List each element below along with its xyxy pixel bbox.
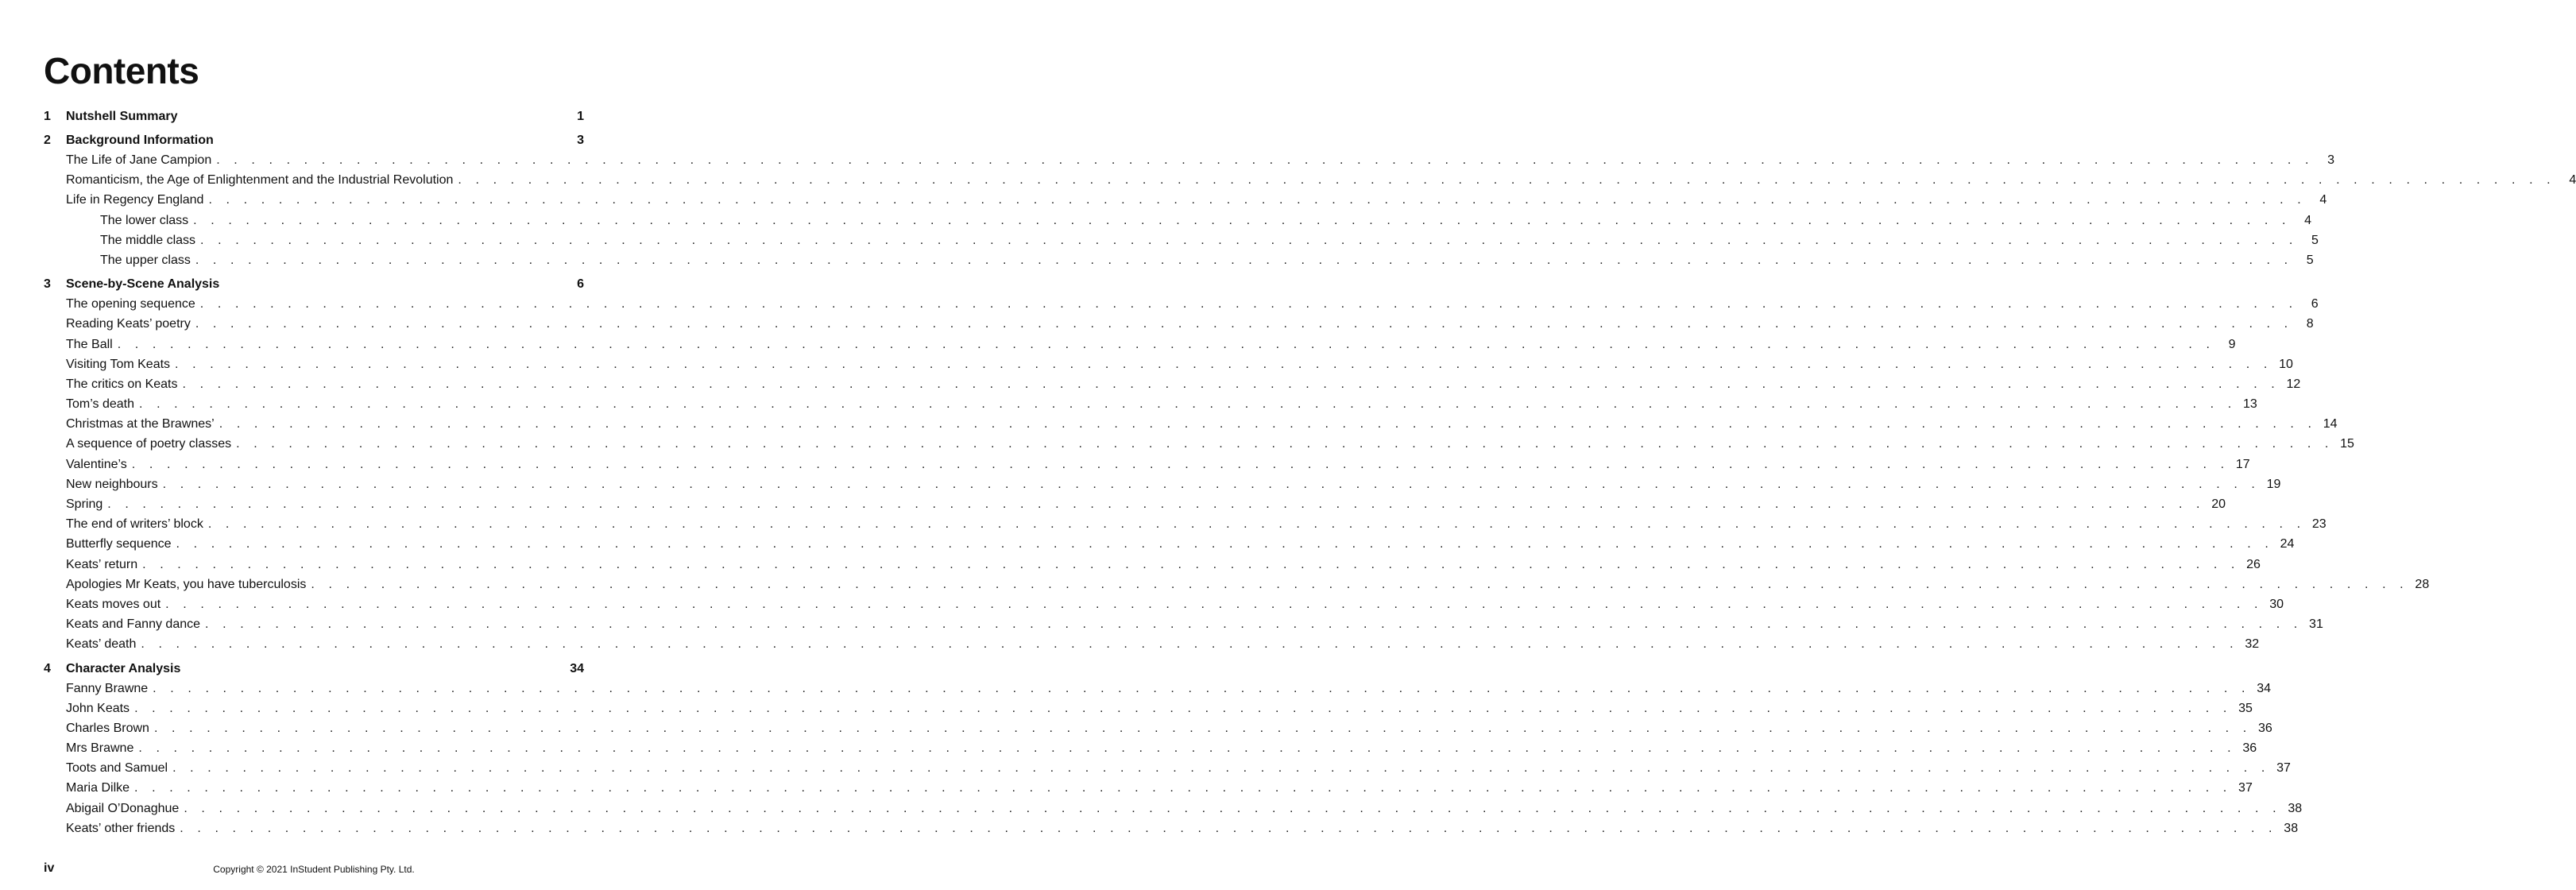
toc-entry-line: [66, 190, 2327, 210]
toc-entry-title: Keats’ return: [66, 555, 141, 575]
toc-entry-line: [100, 211, 2311, 230]
dot-leader: . . . . . . . . . . . . . . . . . . . . . . . . . . . . . . . . . . . . . . . . . . . . . . . . . . . . . . . . . . . . . . . . . . . . . . . . . . . . . . . . . . . . . . . . . . . . . . . . . . . . . . . . . . . . . . . . . . . . . . . .: [138, 397, 2237, 412]
toc-entry-title: The middle class: [100, 230, 199, 250]
toc-entry: [0, 414, 2338, 434]
toc-page-number: 15: [2340, 437, 2354, 451]
toc-page-number: 9: [2228, 337, 2236, 351]
toc-entry: [0, 738, 2257, 758]
toc-entry-title: The lower class: [100, 211, 191, 230]
toc-entry-title: Abigail O’Donaghue: [66, 799, 182, 818]
toc-entry: [0, 474, 2281, 494]
toc-page-number: 28: [2415, 577, 2430, 591]
toc-page-number: 31: [2309, 617, 2323, 632]
toc-entry: [0, 294, 2319, 314]
toc-entry: [0, 335, 2236, 354]
toc-entry-line: [66, 394, 2257, 414]
dot-leader: . . . . . . . . . . . . . . . . . . . . . . . . . . . . . . . . . . . . . . . . . . . . . . . . . . . . . . . . . . . . . . . . . . . . . . . . . . . . . . . . . . . . . . . . . . . . . . . . . . . . . . . . . . . . . . . . . . . . . . . .: [182, 377, 2280, 391]
toc-page-number: 38: [2284, 821, 2299, 835]
toc-entry-title: The critics on Keats: [66, 374, 181, 394]
toc-page-number: 34: [2257, 681, 2271, 695]
toc-entry-line: [66, 130, 584, 150]
toc-entry-line: [66, 614, 2323, 634]
toc-page-number: 4: [2569, 173, 2576, 188]
toc-entry-title: The opening sequence: [66, 294, 199, 314]
toc-page-number: 37: [2276, 761, 2291, 776]
dot-leader: . . . . . . . . . . . . . . . . . . . . . . . . . . . . . . . . . . . . . . . . . . . . . . . . . . . . . . . . . . . . . . . . . . . . . . . . . . . . . . . . . . . . . . . . . . . . . . . . . . . . . . . . . . . . . . . . . . . . . . . .: [134, 781, 2232, 795]
toc-section-number: 1: [44, 110, 51, 123]
toc-entry-title: Charles Brown: [66, 718, 153, 738]
dot-leader: . . . . . . . . . . . . . . . . . . . . . . . . . . . . . . . . . . . . . . . . . . . . . . . . . . . . . . . . . . . . . . . . . . . . . . . . . . . . . . . . . . . . . . . . . . . . . . . . . . . . . . . . . . . . . . . . . . . . . . . .: [176, 537, 2274, 551]
toc-entry-line: [66, 778, 2253, 798]
dot-leader: . . . . . . . . . . . . . . . . . . . . . . . . . . . . . . . . . . . . . . . . . . . . . . . . . . . . . . . . . . . . . . . . . . . . . . . . . . . . . . . . . . . . . . . . . . . . . . . . . . . . . . . . . . . . . . . . . . . . . . . .: [236, 437, 2334, 451]
footer-page-number: iv: [44, 861, 55, 875]
dot-leader: . . . . . . . . . . . . . . . . . . . . . . . . . . . . . . . . . . . . . . . . . . . . . . . . . . . . . . . . . . . . . . . . . . . . . . . . . . . . . . . . . . . . . . . . . . . . . . . . . . . . . . . . . . . . . . . . . . . . . . . .: [142, 557, 2240, 571]
toc-entry-line: [66, 455, 2250, 474]
dot-leader: . . . . . . . . . . . . . . . . . . . . . . . . . . . . . . . . . . . . . . . . . . . . . . . . . . . . . . . . . . . . . . . . . . . . . . . . . . . . . . . . . . . . . . . . . . . . . . . . . . . . . . . . . . . . . . . . . . . . . . . .: [134, 701, 2232, 715]
toc-entry: [0, 494, 2226, 514]
toc-entry-title: Butterfly sequence: [66, 534, 175, 554]
toc-entry: [0, 698, 2253, 718]
toc-entry-line: [66, 659, 584, 679]
toc-page-number: 6: [2311, 297, 2319, 312]
toc-entry-line: [66, 294, 2319, 314]
toc-section-number: 3: [44, 277, 51, 292]
toc-entry-line: [66, 758, 2291, 778]
toc-entry: [0, 555, 2261, 575]
toc-entry: [0, 614, 2323, 634]
toc-page-number: 24: [2280, 537, 2295, 551]
toc-entry-title: Visiting Tom Keats: [66, 354, 173, 374]
toc-entry-line: [66, 274, 584, 294]
toc-entry-title: Life in Regency England: [66, 190, 207, 210]
toc-section: [0, 274, 628, 294]
dot-leader: . . . . . . . . . . . . . . . . . . . . . . . . . . . . . . . . . . . . . . . . . . . . . . . . . . . . . . . . . . . . . . . . . . . . . . . . . . . . . . . . . . . . . . . . . . . . . . . . . . . . . . . . . . . . . . . . . . . . . . . .: [162, 477, 2261, 491]
toc-section: [0, 106, 628, 126]
toc-entry-title: The Ball: [66, 335, 116, 354]
dot-leader: . . . . . . . . . . . . . . . . . . . . . . . . . . . . . . . . . . . . . . . . . . . . . . . . . . . . . . . . . . . . . . . . . . . . . . . . . . . . . . . . . . . . . . . . . . . . . . . . . . . . . . . . . . . . . . . . . . . . . . . .: [193, 213, 2291, 227]
toc-entry: [0, 150, 2335, 170]
toc-entry-title: Reading Keats’ poetry: [66, 314, 194, 334]
toc-entry-title: Apologies Mr Keats, you have tuberculosis: [66, 575, 309, 594]
toc-page-number: 12: [2286, 377, 2301, 391]
toc-page-number: 36: [2242, 741, 2257, 756]
toc-entry-line: [66, 738, 2257, 758]
toc-entry-line: [66, 514, 2327, 534]
toc-page-number: 4: [2319, 193, 2327, 207]
toc-entry-line: [66, 534, 2295, 554]
dot-leader: . . . . . . . . . . . . . . . . . . . . . . . . . . . . . . . . . . . . . . . . . . . . . . . . . . . . . . . . . . . . . . . . . . . . . . . . . . . . . . . . . . . . . . . . . . . . . . . . . . . . . . . . . . . . . . . . . . . . . . . .: [200, 233, 2298, 247]
dot-leader: . . . . . . . . . . . . . . . . . . . . . . . . . . . . . . . . . . . . . . . . . . . . . . . . . . . . . . . . . . . . . . . . . . . . . . . . . . . . . . . . . . . . . . . . . . . . . . . . . . . . . . . . . . . . . . . . . . . . . . . .: [141, 637, 2239, 652]
toc-entry-line: [66, 575, 2430, 594]
toc-entry-line: [66, 354, 2293, 374]
toc-page-number: 17: [2235, 457, 2250, 471]
toc-entry-title: Maria Dilke: [66, 778, 133, 798]
dot-leader: . . . . . . . . . . . . . . . . . . . . . . . . . . . . . . . . . . . . . . . . . . . . . . . . . . . . . . . . . . . . . . . . . . . . . . . . . . . . . . . . . . . . . . . . . . . . . . . . . . . . . . . . . . . . . . . . . . . . . . . .: [165, 597, 2263, 611]
dot-leader: . . . . . . . . . . . . . . . . . . . . . . . . . . . . . . . . . . . . . . . . . . . . . . . . . . . . . . . . . . . . . . . . . . . . . . . . . . . . . . . . . . . . . . . . . . . . . . . . . . . . . . . . . . . . . . . . . . . . . . . .: [219, 417, 2317, 431]
toc-section-number: 2: [44, 134, 51, 147]
toc-entry-line: [66, 150, 2335, 170]
toc-entry: [0, 190, 2327, 210]
toc-entry-title: Keats’ other friends: [66, 818, 178, 838]
toc-entry: [0, 758, 2291, 778]
table-of-contents: [0, 106, 2576, 838]
toc-entry-line: [66, 634, 2260, 654]
toc-entry-line: [66, 106, 584, 126]
toc-entry: [0, 514, 2327, 534]
toc-entry-title: John Keats: [66, 698, 133, 718]
toc-entry: [0, 211, 2311, 230]
dot-leader: . . . . . . . . . . . . . . . . . . . . . . . . . . . . . . . . . . . . . . . . . . . . . . . . . . . . . . . . . . . . . . . . . . . . . . . . . . . . . . . . . . . . . . . . . . . . . . . . . . . . . . . . . . . . . . . . . . . . . . . .: [205, 617, 2303, 632]
dot-leader: . . . . . . . . . . . . . . . . . . . . . . . . . . . . . . . . . . . . . . . . . . . . . . . . . . . . . . . . . . . . . . . . . . . . . . . . . . . . . . . . . . . . . . . . . . . . . . . . . . . . . . . . . . . . . . . . . . . . . . . .: [208, 193, 2307, 207]
toc-entry: [0, 394, 2257, 414]
toc-entry-title: A sequence of poetry classes: [66, 434, 234, 454]
toc-entry-title: Tom’s death: [66, 394, 137, 414]
toc-page-number: 10: [2279, 357, 2293, 371]
toc-entry-title: Mrs Brawne: [66, 738, 137, 758]
toc-page-number: 8: [2306, 317, 2314, 331]
toc-entry-line: [66, 314, 2314, 334]
dot-leader: . . . . . . . . . . . . . . . . . . . . . . . . . . . . . . . . . . . . . . . . . . . . . . . . . . . . . . . . . . . . . . . . . . . . . . . . . . . . . . . . . . . . . . . . . . . . . . . . . . . . . . . . . . . . . . . . . . . . . . . .: [311, 577, 2409, 591]
toc-entry: [0, 250, 2314, 270]
toc-entry-line: [100, 230, 2319, 250]
toc-page-number: 1: [577, 110, 584, 123]
toc-section: [0, 659, 628, 679]
toc-entry: [0, 718, 2272, 738]
dot-leader: . . . . . . . . . . . . . . . . . . . . . . . . . . . . . . . . . . . . . . . . . . . . . . . . . . . . . . . . . . . . . . . . . . . . . . . . . . . . . . . . . . . . . . . . . . . . . . . . . . . . . . . . . . . . . . . . . . . . . . . .: [131, 457, 2230, 471]
toc-page-number: 26: [2246, 557, 2261, 571]
dot-leader: . . . . . . . . . . . . . . . . . . . . . . . . . . . . . . . . . . . . . . . . . . . . . . . . . . . . . . . . . . . . . . . . . . . . . . . . . . . . . . . . . . . . . . . . . . . . . . . . . . . . . . . . . . . . . . . . . . . . . . . .: [199, 297, 2298, 312]
toc-entry-title: Christmas at the Brawnes’: [66, 414, 218, 434]
dot-leader: . . . . . . . . . . . . . . . . . . . . . . . . . . . . . . . . . . . . . . . . . . . . . . . . . . . . . . . . . . . . . . . . . . . . . . . . . . . . . . . . . . . . . . . . . . . . . . . . . . . . . . . . . . . . . . . . . . . . . . . .: [138, 741, 2237, 756]
toc-entry: [0, 314, 2314, 334]
dot-leader: . . . . . . . . . . . . . . . . . . . . . . . . . . . . . . . . . . . . . . . . . . . . . . . . . . . . . . . . . . . . . . . . . . . . . . . . . . . . . . . . . . . . . . . . . . . . . . . . . . . . . . . . . . . . . . . . . . . . . . . .: [180, 821, 2278, 835]
toc-page-number: 35: [2238, 701, 2253, 715]
dot-leader: . . . . . . . . . . . . . . . . . . . . . . . . . . . . . . . . . . . . . . . . . . . . . . . . . . . . . . . . . . . . . . . . . . . . . . . . . . . . . . . . . . . . . . . . . . . . . . . . . . . . . . . . . . . . . . . . . . . . . . . .: [172, 761, 2270, 776]
toc-entry-title: Keats’ death: [66, 634, 139, 654]
toc-entry-line: [66, 818, 2299, 838]
toc-entry-line: [66, 698, 2253, 718]
toc-entry: [0, 374, 2301, 394]
dot-leader: . . . . . . . . . . . . . . . . . . . . . . . . . . . . . . . . . . . . . . . . . . . . . . . . . . . . . . . . . . . . . . . . . . . . . . . . . . . . . . . . . . . . . . . . . . . . . . . . . . . . . . . . . . . . . . . . . . . . . . . .: [153, 681, 2250, 695]
toc-entry: [0, 354, 2293, 374]
toc-entry-line: [66, 170, 2576, 190]
toc-entry-line: [66, 335, 2236, 354]
dot-leader: . . . . . . . . . . . . . . . . . . . . . . . . . . . . . . . . . . . . . . . . . . . . . . . . . . . . . . . . . . . . . . . . . . . . . . . . . . . . . . . . . . . . . . . . . . . . . . . . . . . . . . . . . . . . . . . . . . . . . . . .: [153, 721, 2252, 735]
toc-entry-line: [66, 679, 2271, 698]
dot-leader: . . . . . . . . . . . . . . . . . . . . . . . . . . . . . . . . . . . . . . . . . . . . . . . . . . . . . . . . . . . . . . . . . . . . . . . . . . . . . . . . . . . . . . . . . . . . . . . . . . . . . . . . . . . . . . . . . . . . . . . .: [117, 337, 2215, 351]
toc-entry-title: Scene-by-Scene Analysis: [66, 274, 222, 294]
toc-entry-line: [66, 718, 2272, 738]
toc-entry-line: [66, 799, 2303, 818]
toc-page-number: 6: [577, 277, 584, 292]
toc-entry-title: Valentine’s: [66, 455, 130, 474]
dot-leader: . . . . . . . . . . . . . . . . . . . . . . . . . . . . . . . . . . . . . . . . . . . . . . . . . . . . . . . . . . . . . . . . . . . . . . . . . . . . . . . . . . . . . . . . . . . . . . . . . . . . . . . . . . . . . . . . . . . . . . . .: [107, 497, 2206, 511]
toc-page-number: 3: [577, 134, 584, 147]
toc-entry-title: New neighbours: [66, 474, 161, 494]
toc-entry-title: Fanny Brawne: [66, 679, 151, 698]
toc-page-number: 30: [2269, 597, 2284, 611]
toc-entry-title: Toots and Samuel: [66, 758, 171, 778]
toc-entry: [0, 455, 2250, 474]
toc-entry-title: Spring: [66, 494, 106, 514]
toc-entry: [0, 434, 2354, 454]
toc-page-number: 3: [2327, 153, 2335, 167]
toc-page-number: 4: [2304, 213, 2311, 227]
toc-entry-title: Background Information: [66, 130, 217, 150]
toc-page-number: 23: [2311, 517, 2327, 532]
toc-entry-line: [66, 414, 2338, 434]
toc-entry-line: [66, 374, 2301, 394]
toc-entry: [0, 594, 2284, 614]
dot-leader: . . . . . . . . . . . . . . . . . . . . . . . . . . . . . . . . . . . . . . . . . . . . . . . . . . . . . . . . . . . . . . . . . . . . . . . . . . . . . . . . . . . . . . . . . . . . . . . . . . . . . . . . . . . . . . . . . . . . . . . .: [195, 317, 2293, 331]
toc-page-number: 37: [2238, 781, 2253, 795]
toc-page-number: 5: [2311, 233, 2319, 247]
dot-leader: . . . . . . . . . . . . . . . . . . . . . . . . . . . . . . . . . . . . . . . . . . . . . . . . . . . . . . . . . . . . . . . . . . . . . . . . . . . . . . . . . . . . . . . . . . . . . . . . . . . . . . . . . . . . . . . . . . . . . . . .: [195, 253, 2293, 267]
toc-entry-title: Romanticism, the Age of Enlightenment and the Industrial Revolution: [66, 170, 456, 190]
toc-entry-title: The upper class: [100, 250, 194, 270]
toc-page-number: 38: [2288, 801, 2303, 815]
dot-leader: . . . . . . . . . . . . . . . . . . . . . . . . . . . . . . . . . . . . . . . . . . . . . . . . . . . . . . . . . . . . . . . . . . . . . . . . . . . . . . . . . . . . . . . . . . . . . . . . . . . . . . . . . . . . . . . . . . . . . . . .: [207, 517, 2306, 532]
toc-entry-line: [66, 494, 2226, 514]
toc-entry-title: Keats moves out: [66, 594, 164, 614]
toc-entry: [0, 634, 2260, 654]
toc-entry: [0, 778, 2253, 798]
toc-page-number: 5: [2306, 253, 2314, 267]
dot-leader: . . . . . . . . . . . . . . . . . . . . . . . . . . . . . . . . . . . . . . . . . . . . . . . . . . . . . . . . . . . . . . . . . . . . . . . . . . . . . . . . . . . . . . . . . . . . . . . . . . . . . . . . . . . . . . . . . . . . . . . .: [175, 357, 2272, 371]
toc-entry: [0, 230, 2319, 250]
toc-page-number: 14: [2323, 417, 2338, 431]
dot-leader: . . . . . . . . . . . . . . . . . . . . . . . . . . . . . . . . . . . . . . . . . . . . . . . . . . . . . . . . . . . . . . . . . . . . . . . . . . . . . . . . . . . . . . . . . . . . . . . . . . . . . . . . . . . . . . . . . . . . . . . .: [458, 173, 2556, 188]
toc-section-number: 4: [44, 661, 51, 675]
dot-leader: . . . . . . . . . . . . . . . . . . . . . . . . . . . . . . . . . . . . . . . . . . . . . . . . . . . . . . . . . . . . . . . . . . . . . . . . . . . . . . . . . . . . . . . . . . . . . . . . . . . . . . . . . . . . . . . . . . . . . . . .: [184, 801, 2282, 815]
toc-entry: [0, 799, 2303, 818]
toc-entry-line: [66, 474, 2281, 494]
toc-page-number: 19: [2266, 477, 2281, 491]
toc-entry-title: Nutshell Summary: [66, 106, 180, 126]
footer-copyright: Copyright © 2021 InStudent Publishing Pty. Ltd.: [213, 864, 415, 875]
toc-page-number: 13: [2243, 397, 2257, 412]
toc-page-number: 20: [2211, 497, 2226, 511]
toc-page-number: 32: [2245, 637, 2260, 652]
toc-entry-title: The end of writers’ block: [66, 514, 207, 534]
toc-entry: [0, 818, 2299, 838]
toc-entry-line: [66, 434, 2354, 454]
toc-entry-title: Keats and Fanny dance: [66, 614, 203, 634]
toc-entry: [0, 170, 2576, 190]
toc-entry: [0, 679, 2271, 698]
dot-leader: . . . . . . . . . . . . . . . . . . . . . . . . . . . . . . . . . . . . . . . . . . . . . . . . . . . . . . . . . . . . . . . . . . . . . . . . . . . . . . . . . . . . . . . . . . . . . . . . . . . . . . . . . . . . . . . . . . . . . . . .: [216, 153, 2315, 167]
toc-entry: [0, 575, 2430, 594]
toc-entry-title: Character Analysis: [66, 659, 184, 679]
toc-entry-line: [66, 594, 2284, 614]
page-title: Contents: [44, 50, 199, 91]
toc-entry-line: [100, 250, 2314, 270]
toc-entry-title: The Life of Jane Campion: [66, 150, 215, 170]
toc-section: [0, 130, 628, 150]
toc-entry: [0, 534, 2295, 554]
toc-page-number: 36: [2257, 721, 2272, 735]
toc-entry-line: [66, 555, 2261, 575]
toc-page-number: 34: [570, 661, 584, 675]
